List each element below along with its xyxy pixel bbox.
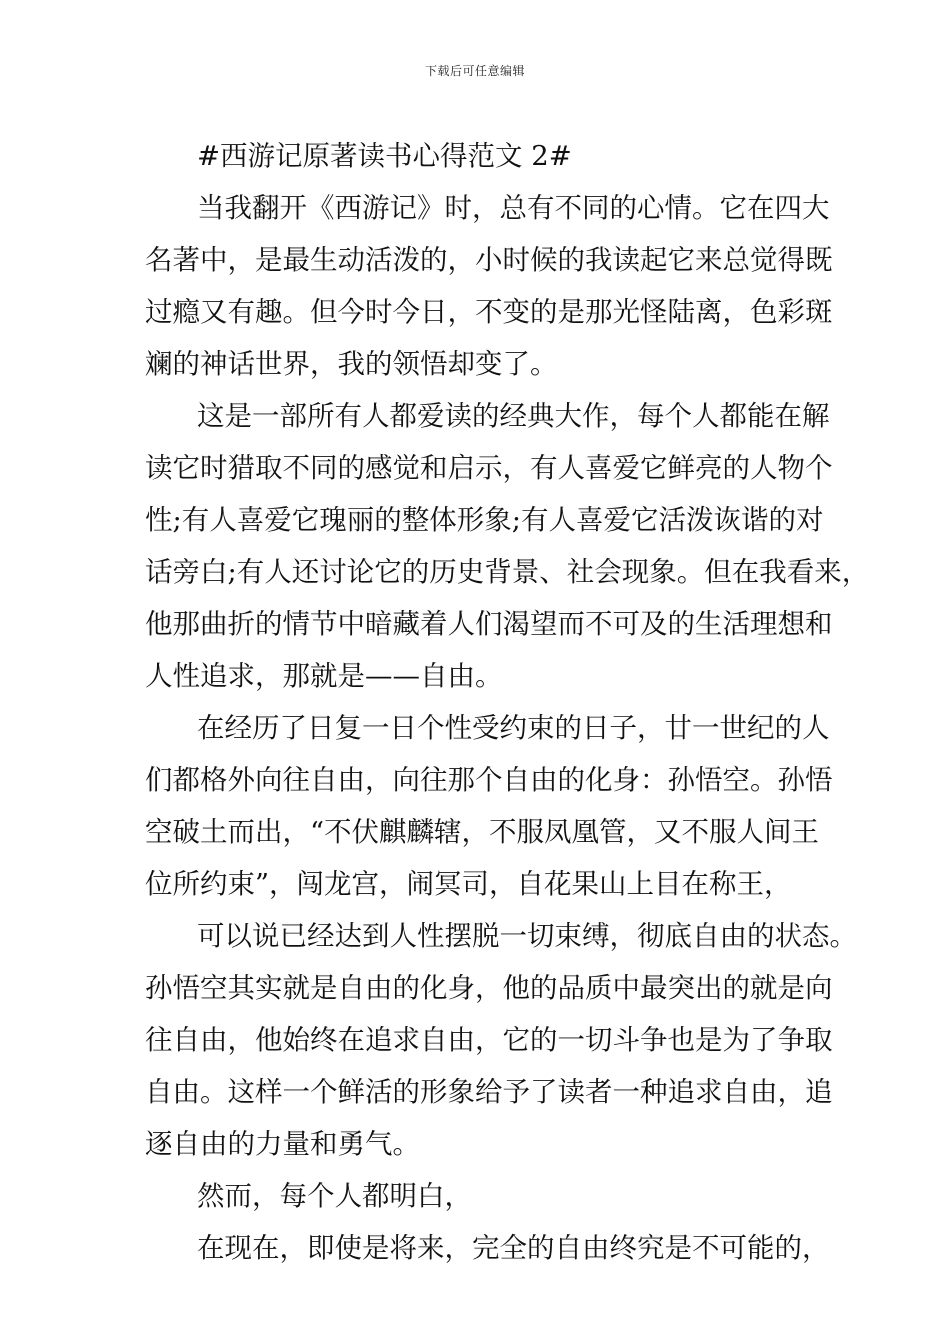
paragraph-line: 过瘾又有趣。但今时今日，不变的是那光怪陆离，色彩斑 <box>145 296 833 328</box>
paragraph-line: 然而，每个人都明白， <box>197 1180 472 1212</box>
paragraph-line: 话旁白;有人还讨论它的历史背景、社会现象。但在我看来， <box>145 556 870 588</box>
document-body <box>145 130 870 1274</box>
paragraph-line: 斓的神话世界，我的领悟却变了。 <box>145 348 558 380</box>
paragraph-line: 空破土而出，“不伏麒麟辖，不服凤凰管，又不服人间王 <box>145 816 820 848</box>
paragraph-4 <box>145 910 857 1170</box>
paragraph-line: 他那曲折的情节中暗藏着人们渴望而不可及的生活理想和 <box>145 608 833 640</box>
paragraph-1 <box>145 182 833 390</box>
paragraph-line: 这是一部所有人都爱读的经典大作，每个人都能在解 <box>197 400 830 432</box>
paragraph-line: 可以说已经达到人性摆脱一切束缚，彻底自由的状态。 <box>197 920 857 952</box>
paragraph-2 <box>145 390 870 702</box>
page-header-note: 下载后可任意编辑 <box>424 64 525 78</box>
paragraph-line: 们都格外向往自由，向往那个自由的化身：孙悟空。孙悟 <box>145 764 833 796</box>
paragraph-3 <box>145 702 833 910</box>
paragraph-line: 往自由，他始终在追求自由，它的一切斗争也是为了争取 <box>145 1024 833 1056</box>
paragraph-line: 在经历了日复一日个性受约束的日子，廿一世纪的人 <box>197 712 830 744</box>
paragraph-line: 逐自由的力量和勇气。 <box>145 1128 420 1160</box>
paragraph-line: 孙悟空其实就是自由的化身，他的品质中最突出的就是向 <box>145 972 833 1004</box>
paragraph-line: 性;有人喜爱它瑰丽的整体形象;有人喜爱它活泼诙谐的对 <box>145 504 824 536</box>
paragraph-line: 位所约束”，闯龙宫，闹冥司，自花果山上目在称王， <box>145 868 792 900</box>
paragraph-line: 名著中，是最生动活泼的，小时候的我读起它来总觉得既 <box>145 244 833 276</box>
paragraph-line: 自由。这样一个鲜活的形象给予了读者一种追求自由，追 <box>145 1076 833 1108</box>
paragraph-line: 读它时猎取不同的感觉和启示，有人喜爱它鲜亮的人物个 <box>145 452 833 484</box>
paragraph-5 <box>145 1170 810 1222</box>
document-title: #西游记原著读书心得范文 2# <box>197 140 572 172</box>
paragraph-6 <box>145 1222 830 1274</box>
paragraph-line: 当我翻开《西游记》时，总有不同的心情。它在四大 <box>197 192 830 224</box>
paragraph-line: 人性追求，那就是——自由。 <box>145 660 503 692</box>
paragraph-line: 在现在，即使是将来，完全的自由终究是不可能的， <box>197 1232 830 1264</box>
